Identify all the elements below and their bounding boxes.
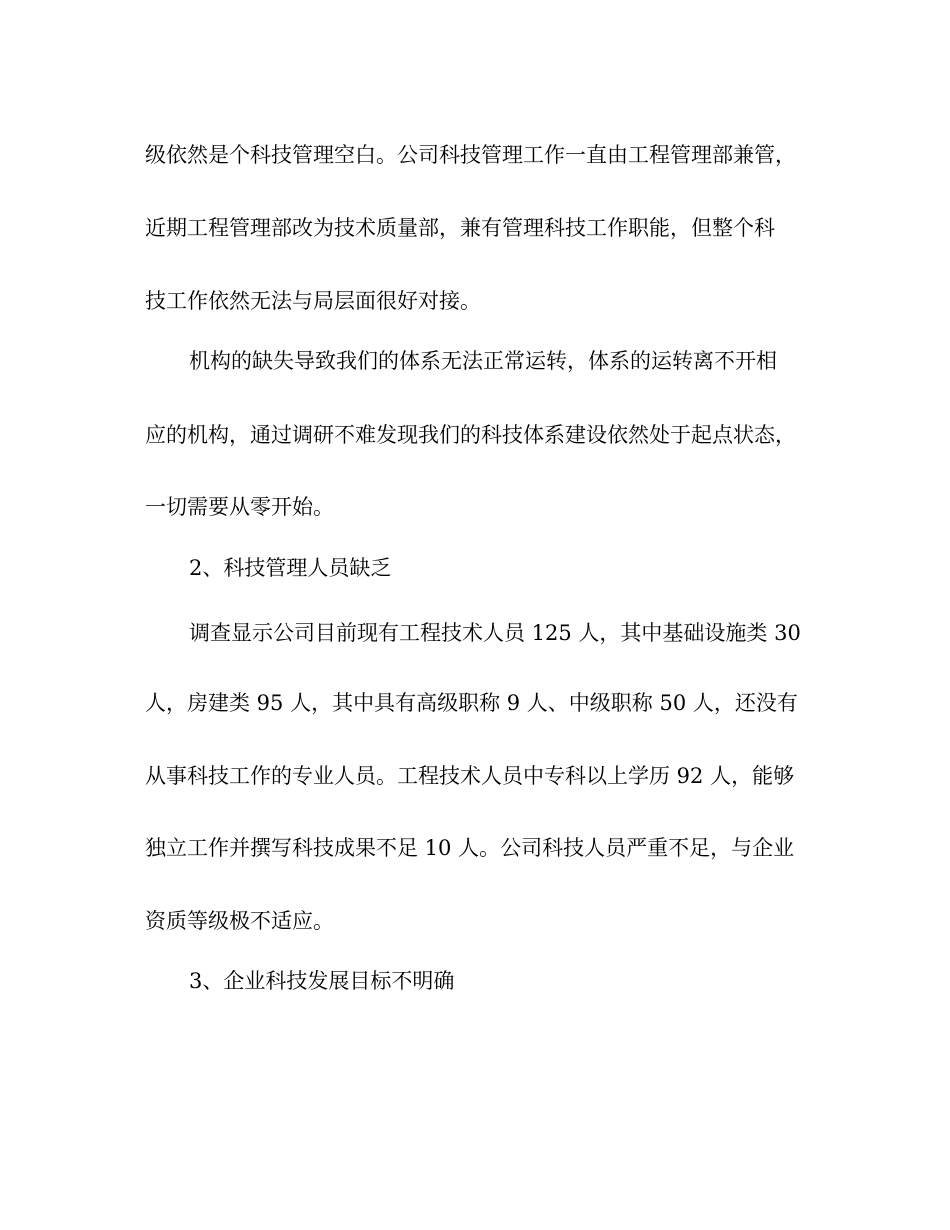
paragraph-line: 机构的缺失导致我们的体系无法正常运转，体系的运转离不开相 <box>189 349 777 373</box>
paragraph-line: 独立工作并撰写科技成果不足 10 人。公司科技人员严重不足，与企业 <box>145 836 795 860</box>
section-heading: 3、企业科技发展目标不明确 <box>189 969 455 993</box>
paragraph-line: 应的机构，通过调研不难发现我们的科技体系建设依然处于起点状态， <box>145 423 796 447</box>
paragraph-line: 调查显示公司目前现有工程技术人员 125 人，其中基础设施类 30 <box>189 621 801 645</box>
paragraph-line: 人，房建类 95 人，其中具有高级职称 9 人、中级职称 50 人，还没有 <box>145 691 798 715</box>
paragraph-line: 近期工程管理部改为技术质量部，兼有管理科技工作职能，但整个科 <box>145 216 775 240</box>
paragraph-line: 技工作依然无法与局层面很好对接。 <box>145 289 481 313</box>
paragraph-line: 级依然是个科技管理空白。公司科技管理工作一直由工程管理部兼管， <box>145 143 796 167</box>
section-heading: 2、科技管理人员缺乏 <box>189 556 392 580</box>
paragraph-line: 一切需要从零开始。 <box>145 495 334 519</box>
paragraph-line: 从事科技工作的专业人员。工程技术人员中专科以上学历 92 人，能够 <box>145 764 795 788</box>
paragraph-line: 资质等级极不适应。 <box>145 909 334 933</box>
